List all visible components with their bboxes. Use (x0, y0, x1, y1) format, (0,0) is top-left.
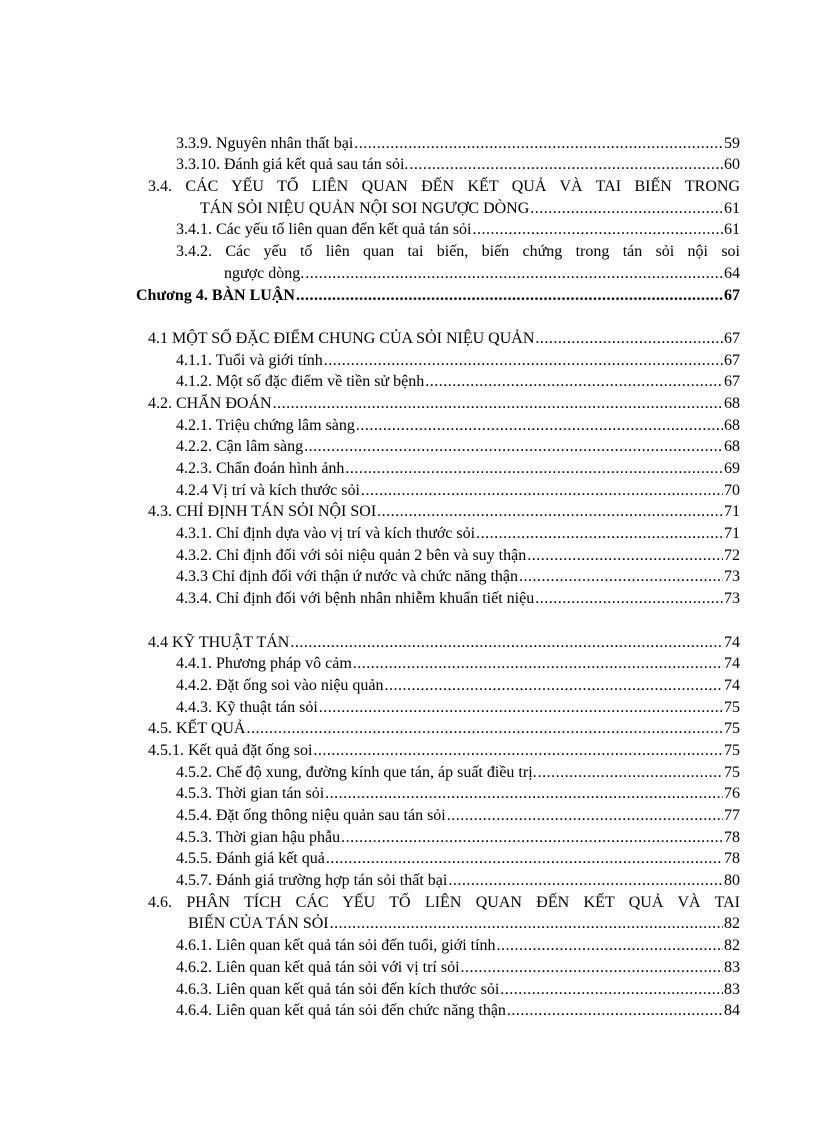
toc-entry-first-line[interactable] (136, 891, 740, 913)
toc-entry-page: 84 (724, 1002, 740, 1020)
toc-entry-page: 72 (724, 546, 740, 564)
dot-leader (353, 654, 723, 674)
toc-entry-page: 71 (724, 525, 740, 543)
toc-entry[interactable] (136, 804, 740, 826)
toc-entry[interactable] (136, 674, 740, 696)
toc-entry[interactable] (136, 869, 740, 891)
toc-spacer (136, 306, 740, 328)
toc-entry[interactable] (136, 978, 740, 1000)
toc-entry-title: ngược dòng. (224, 264, 305, 282)
toc-entry[interactable] (136, 197, 740, 219)
toc-entry[interactable] (136, 436, 740, 458)
toc-entry-page: 67 (724, 329, 740, 347)
toc-entry-page: 74 (724, 633, 740, 651)
dot-leader (519, 567, 723, 587)
toc-entry-page: 61 (724, 221, 740, 239)
dot-leader (313, 741, 723, 761)
toc-entry[interactable] (136, 327, 740, 349)
dot-leader (356, 416, 723, 436)
toc-entry[interactable] (136, 913, 740, 935)
toc-entry[interactable] (136, 587, 740, 609)
toc-entry-title: 4.2.3. Chẩn đoán hình ảnh (176, 460, 345, 477)
toc-entry-title: 4.4.2. Đặt ống soi vào niệu quản (176, 676, 384, 694)
toc-entry-page: 74 (724, 676, 740, 694)
toc-entry-page: 60 (724, 156, 740, 174)
dot-leader (325, 784, 723, 804)
dot-leader (246, 719, 723, 739)
dot-leader (377, 502, 723, 522)
toc-entry-page: 76 (724, 785, 740, 803)
toc-entry-page: 70 (724, 481, 740, 499)
dot-leader (296, 286, 723, 306)
toc-entry-page: 64 (724, 264, 740, 282)
dot-leader (290, 633, 723, 653)
toc-entry-title: 3.4. CÁC YẾU TỐ LIÊN QUAN ĐẾN KẾT QUẢ VÀ TAI BIẾN TRONG (148, 178, 740, 196)
dot-leader (319, 698, 723, 718)
table-of-contents (136, 132, 740, 1021)
toc-entry-title: 3.3.9. Nguyên nhân thất bại (176, 134, 354, 152)
dot-leader (354, 134, 723, 154)
toc-entry-page: 61 (724, 199, 740, 217)
toc-entry[interactable] (136, 457, 740, 479)
toc-entry[interactable] (136, 653, 740, 675)
toc-entry[interactable] (136, 956, 740, 978)
toc-entry[interactable] (136, 696, 740, 718)
dot-leader (497, 936, 723, 956)
dot-leader (527, 546, 723, 566)
toc-entry[interactable] (136, 1000, 740, 1022)
toc-entry-page: 75 (724, 741, 740, 759)
toc-entry-title: 4.6.4. Liên quan kết quả tán sỏi đến chức năng thận (176, 1002, 506, 1020)
toc-entry-page: 78 (724, 850, 740, 868)
toc-entry[interactable] (136, 414, 740, 436)
dot-leader (500, 980, 723, 1000)
toc-entry-title: TÁN SỎI NIỆU QUẢN NỘI SOI NGƯỢC DÒNG (200, 199, 530, 217)
toc-entry[interactable] (136, 761, 740, 783)
dot-leader (409, 155, 723, 175)
toc-entry[interactable] (136, 371, 740, 393)
toc-entry-title: 4.4.1. Phương pháp vô cảm (176, 655, 352, 673)
dot-leader (535, 329, 723, 349)
toc-entry-title: 4.6.3. Liên quan kết quả tán sỏi đến kích thước sỏi (176, 980, 500, 998)
toc-entry[interactable] (136, 718, 740, 740)
toc-entry[interactable] (136, 262, 740, 284)
toc-entry-title: 3.4.2. Các yếu tố liên quan tai biến, biến chứng trong tán sỏi nội soi (176, 243, 740, 261)
dot-leader (330, 914, 723, 934)
dot-leader (472, 220, 723, 240)
dot-leader (476, 524, 723, 544)
toc-entry[interactable] (136, 826, 740, 848)
toc-entry-title: 4.5.1. Kết quả đặt ống soi (148, 741, 313, 759)
toc-entry-title: Chương 4. BÀN LUẬN (136, 286, 295, 304)
dot-leader (345, 459, 723, 479)
toc-entry-page: 68 (724, 438, 740, 456)
toc-entry-page: 74 (724, 655, 740, 673)
toc-entry[interactable] (136, 522, 740, 544)
toc-entry-title: 4.1 MỘT SỐ ĐẶC ĐIỂM CHUNG CỦA SỎI NIỆU QUẢN (148, 329, 535, 347)
toc-entry-first-line[interactable] (136, 240, 740, 262)
dot-leader (305, 264, 723, 284)
dot-leader (530, 199, 723, 219)
toc-entry-title: 4.6.1. Liên quan kết quả tán sỏi đến tuổi, giới tính (176, 937, 496, 955)
toc-entry-page: 68 (724, 394, 740, 412)
toc-entry-title: 3.3.10. Đánh giá kết quả sau tán sỏi. (176, 156, 409, 174)
toc-entry-title: 4.2.2. Cận lâm sàng (176, 438, 304, 456)
toc-entry-page: 83 (724, 958, 740, 976)
toc-entry[interactable] (136, 501, 740, 523)
toc-entry-title: 4.2. CHẨN ĐOÁN (148, 394, 272, 412)
toc-entry[interactable] (136, 132, 740, 154)
dot-leader (448, 871, 723, 891)
toc-entry-page: 83 (724, 980, 740, 998)
dot-leader (507, 1001, 723, 1021)
toc-entry-title: 4.5.3. Thời gian tán sỏi (176, 785, 325, 803)
toc-entry-page: 67 (724, 286, 740, 304)
toc-entry-page: 73 (724, 568, 740, 586)
toc-entry-title: 4.3.2. Chỉ định đối với sỏi niệu quản 2 bên và suy thận (176, 546, 527, 564)
dot-leader (447, 806, 723, 826)
toc-entry[interactable] (136, 154, 740, 176)
toc-entry[interactable] (136, 284, 740, 306)
toc-entry[interactable] (136, 479, 740, 501)
toc-entry[interactable] (136, 544, 740, 566)
toc-entry-title: 4.4.3. Kỹ thuật tán sỏi (176, 698, 318, 716)
toc-entry-page: 78 (724, 828, 740, 846)
toc-entry-page: 71 (724, 503, 740, 521)
toc-entry[interactable] (136, 566, 740, 588)
toc-entry-title: 4.2.1. Triệu chứng lâm sàng (176, 416, 355, 434)
toc-entry-title: 4.4 KỸ THUẬT TÁN (148, 633, 290, 651)
toc-entry[interactable] (136, 631, 740, 653)
dot-leader (425, 372, 723, 392)
toc-entry[interactable] (136, 392, 740, 414)
toc-entry[interactable] (136, 934, 740, 956)
toc-entry-title: 4.5.5. Đánh giá kết quả (176, 850, 325, 868)
dot-leader (361, 481, 723, 501)
toc-entry-page: 59 (724, 134, 740, 152)
toc-entry[interactable] (136, 349, 740, 371)
toc-entry-page: 68 (724, 416, 740, 434)
toc-entry-page: 69 (724, 460, 740, 477)
dot-leader (385, 676, 723, 696)
toc-entry-title: 4.3.3 Chỉ định đối với thận ứ nước và chức năng thận (176, 568, 518, 586)
dot-leader (326, 849, 723, 869)
toc-entry-title: 4.6.2. Liên quan kết quả tán sỏi với vị trí sỏi (176, 958, 460, 976)
toc-entry-title: 3.4.1. Các yếu tố liên quan đến kết quả tán sỏi (176, 221, 472, 239)
dot-leader (324, 351, 723, 371)
toc-spacer (136, 609, 740, 631)
toc-entry[interactable] (136, 739, 740, 761)
toc-entry-title: 4.3. CHỈ ĐỊNH TÁN SỎI NỘI SOI (148, 503, 377, 521)
dot-leader (461, 958, 723, 978)
toc-entry-page: 80 (724, 872, 740, 890)
dot-leader (538, 763, 723, 783)
toc-entry-page: 67 (724, 351, 740, 369)
toc-entry-title: 4.2.4 Vị trí và kích thước sỏi (176, 481, 360, 499)
toc-entry-page: 73 (724, 590, 740, 608)
dot-leader (341, 828, 723, 848)
dot-leader (304, 437, 723, 457)
toc-entry-title: 4.3.4. Chỉ định đối với bệnh nhân nhiễm khuẩn tiết niệu (176, 590, 535, 608)
toc-entry-page: 82 (724, 937, 740, 955)
toc-entry[interactable] (136, 848, 740, 870)
toc-entry-title: 4.6. PHÂN TÍCH CÁC YẾU TỐ LIÊN QUAN ĐẾN KẾT QUẢ VÀ TAI (148, 893, 740, 911)
toc-entry-title: 4.5.4. Đặt ống thông niệu quản sau tán sỏi (176, 807, 446, 824)
dot-leader (535, 589, 723, 609)
toc-entry-page: 67 (724, 373, 740, 391)
toc-entry-page: 75 (724, 720, 740, 738)
toc-entry-page: 75 (724, 698, 740, 716)
toc-entry-title: 4.5.3. Thời gian hậu phẫu (176, 828, 341, 846)
toc-entry-title: 4.5.2. Chế độ xung, đường kính que tán, áp suất điều trị. (176, 763, 537, 781)
toc-entry-first-line[interactable] (136, 175, 740, 197)
toc-entry-title: BIẾN CỦA TÁN SỎI (188, 915, 329, 933)
toc-entry-page: 77 (724, 807, 740, 824)
toc-entry-page: 75 (724, 763, 740, 781)
toc-entry-page: 82 (724, 915, 740, 933)
toc-entry-title: 4.1.2. Một số đặc điểm về tiền sử bệnh (176, 373, 425, 391)
toc-entry-title: 4.5.7. Đánh giá trường hợp tán sỏi thất bại (176, 872, 448, 890)
toc-entry[interactable] (136, 219, 740, 241)
toc-entry-title: 4.5. KẾT QUẢ (148, 720, 246, 738)
dot-leader (273, 394, 723, 414)
toc-entry-title: 4.3.1. Chỉ định dựa vào vị trí và kích thước sỏi (176, 525, 476, 543)
toc-entry[interactable] (136, 783, 740, 805)
toc-entry-title: 4.1.1. Tuổi và giới tính (176, 351, 323, 369)
